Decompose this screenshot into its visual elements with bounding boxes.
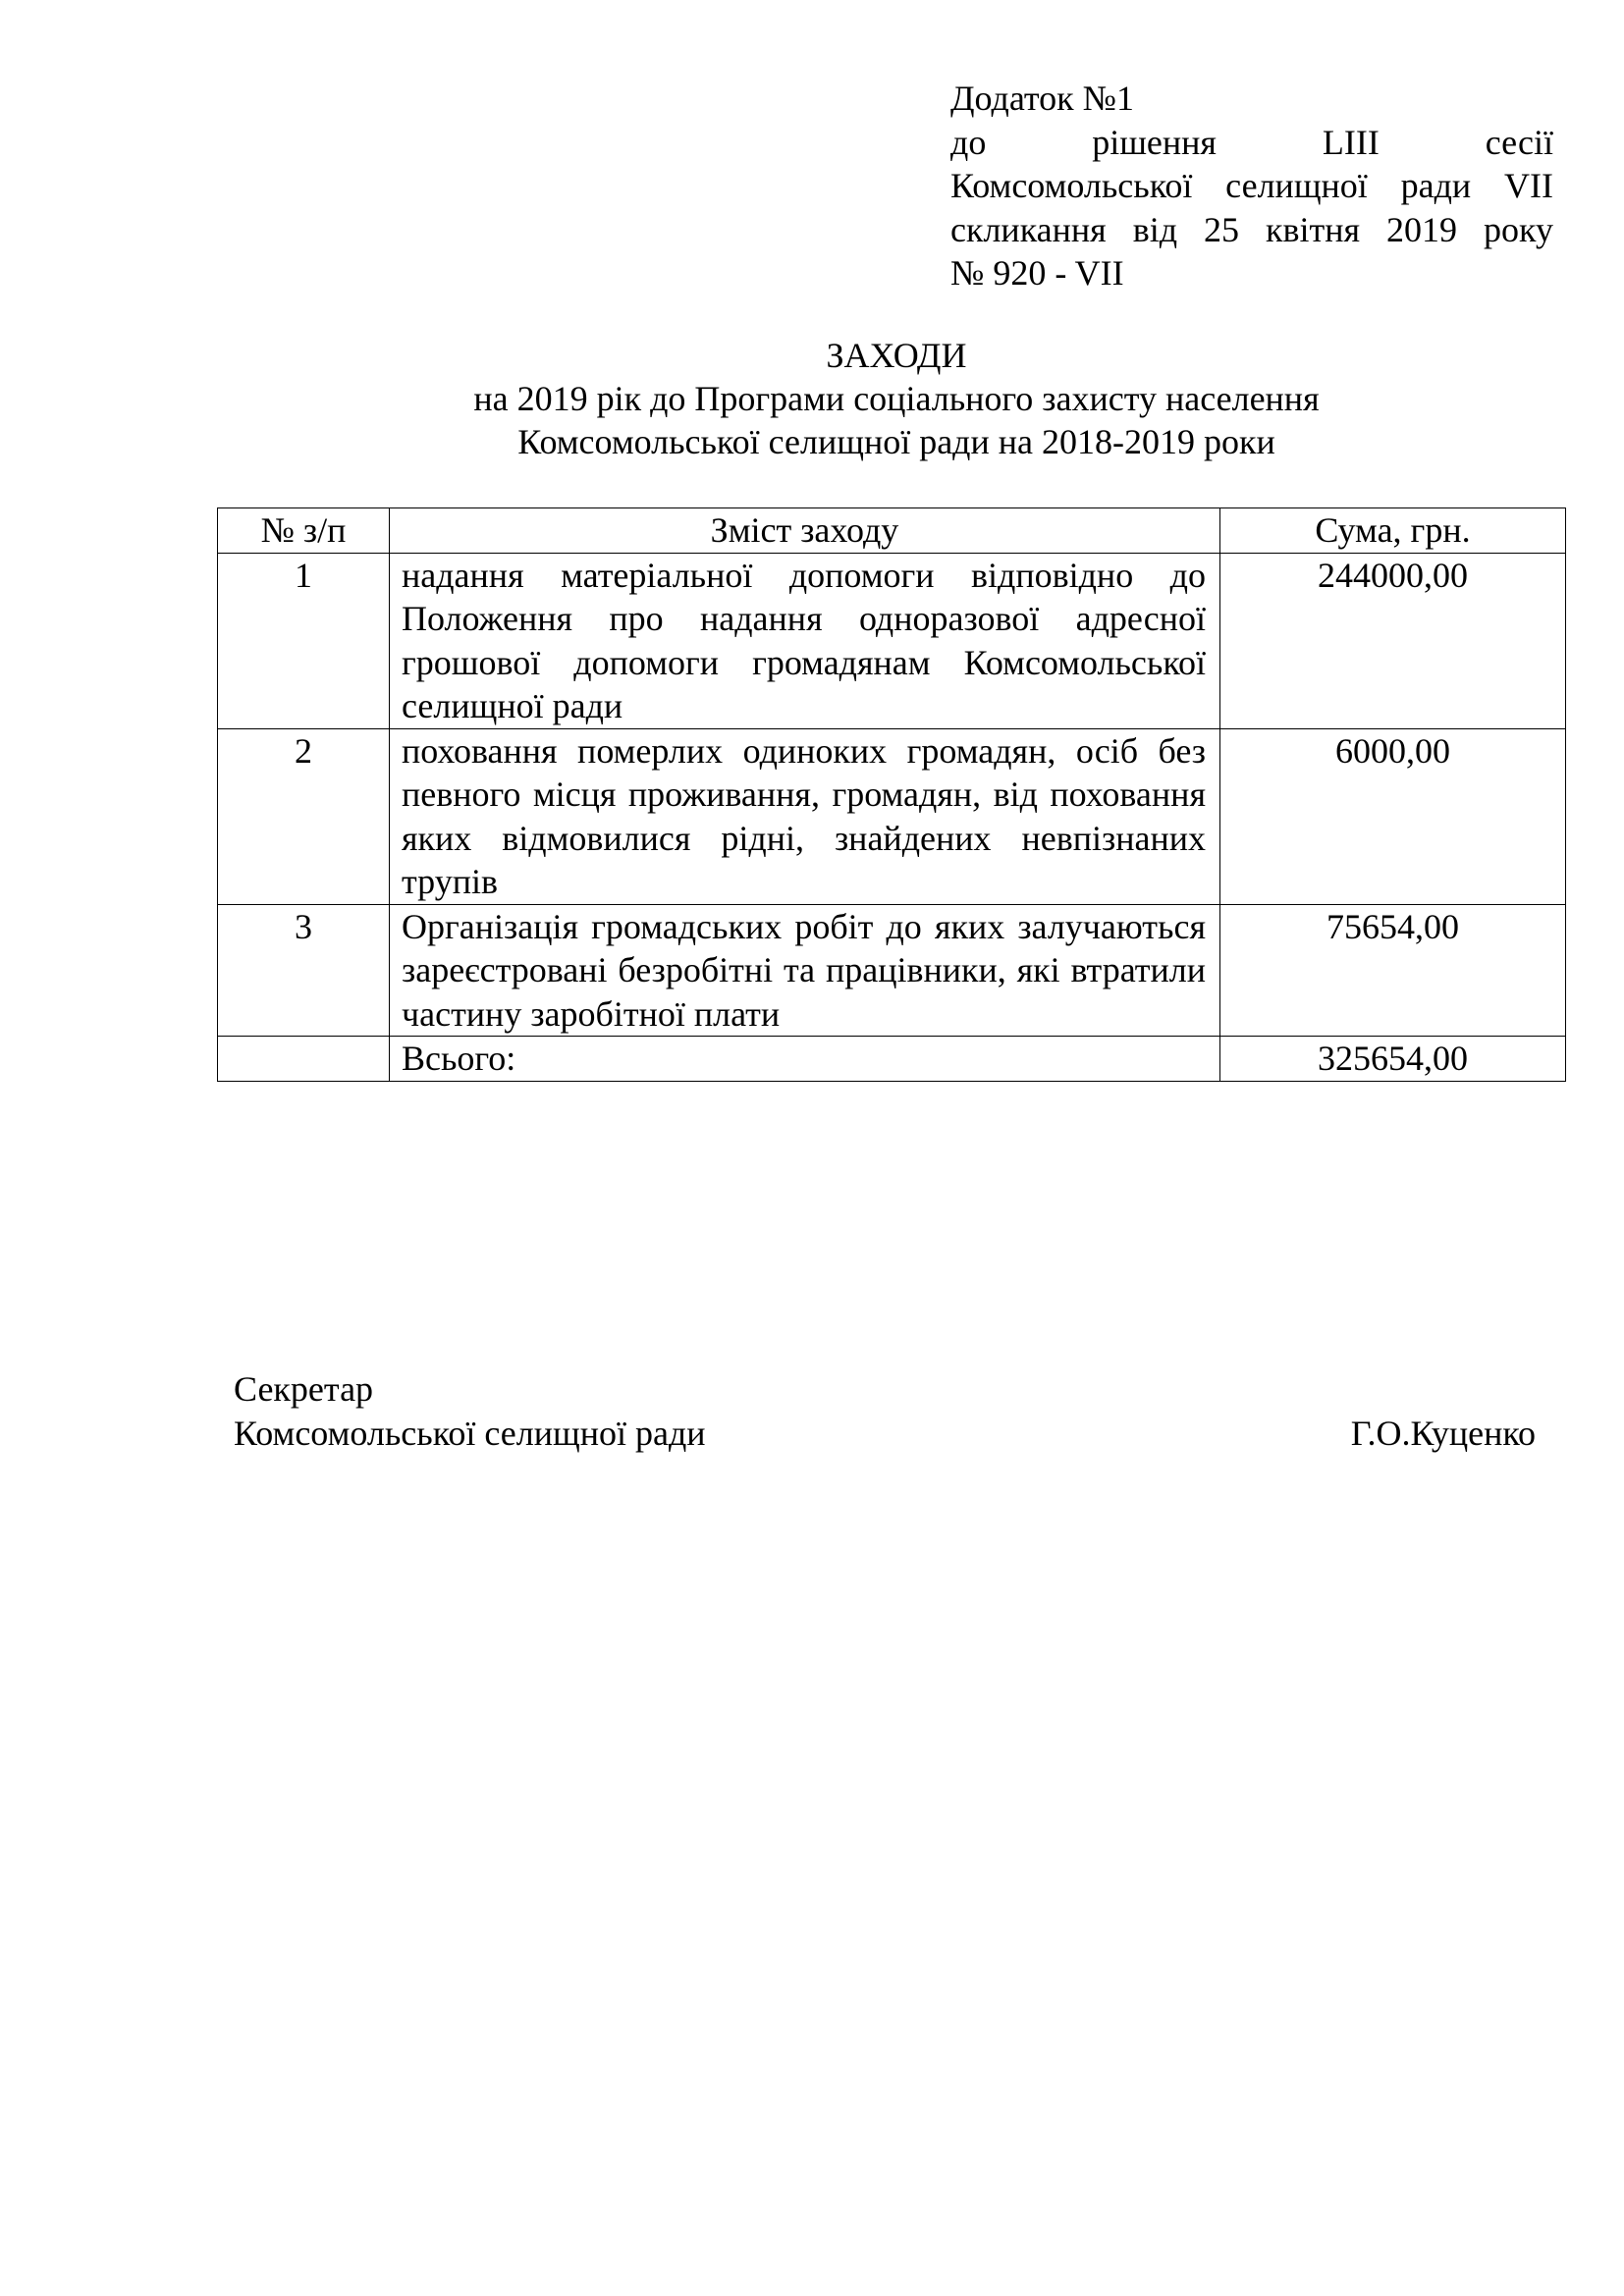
signature-position: Секретар	[234, 1369, 374, 1409]
appendix-block	[950, 77, 1553, 295]
row-description: поховання померлих одиноких громадян, осіб без певного місця проживання, громадян, від поховання яких відмовилися рідні, знайдених невпізнаних трупів	[390, 728, 1220, 904]
appendix-number: Додаток №1	[950, 79, 1134, 118]
document-title: ЗАХОДИ	[826, 336, 967, 375]
total-label: Всього:	[390, 1037, 1220, 1082]
appendix-decision-number: № 920 - VII	[950, 253, 1124, 293]
signature-name: Г.О.Куценко	[1350, 1414, 1536, 1453]
measures-table	[217, 507, 1566, 1082]
document-subtitle-line2: Комсомольської селищної ради на 2018-2019 роки	[517, 422, 1275, 461]
signature-council: Комсомольської селищної ради	[234, 1414, 706, 1453]
table-row	[218, 553, 1566, 728]
appendix-date-line: скликання від 25 квітня 2019 року	[950, 209, 1553, 249]
total-sum: 325654,00	[1220, 1037, 1566, 1082]
row-sum: 75654,00	[1220, 904, 1566, 1037]
table-row	[218, 728, 1566, 904]
table-header-row	[218, 508, 1566, 554]
appendix-council-line: Комсомольської селищної ради VII	[950, 166, 1553, 205]
row-number: 2	[218, 728, 390, 904]
signature-row	[234, 1412, 1536, 1456]
row-sum: 6000,00	[1220, 728, 1566, 904]
signature-block	[234, 1367, 1536, 1456]
table-row	[218, 904, 1566, 1037]
row-number: 3	[218, 904, 390, 1037]
header-description: Зміст заходу	[390, 508, 1220, 554]
header-sum: Сума, грн.	[1220, 508, 1566, 554]
row-sum: 244000,00	[1220, 553, 1566, 728]
document-subtitle-line1: на 2019 рік до Програми соціального захисту населення	[473, 379, 1320, 418]
row-description: надання матеріальної допомоги відповідно до Положення про надання одноразової адресної грошової допомоги громадянам Комсомольської селищної ради	[390, 553, 1220, 728]
total-empty-cell	[218, 1037, 390, 1082]
header-number: № з/п	[218, 508, 390, 554]
appendix-decision-line: до рішення LIII сесії	[950, 122, 1553, 162]
row-number: 1	[218, 553, 390, 728]
row-description: Організація громадських робіт до яких залучаються зареєстровані безробітні та працівники, які втратили частину заробітної плати	[390, 904, 1220, 1037]
table-total-row	[218, 1037, 1566, 1082]
document-heading	[0, 334, 1624, 463]
